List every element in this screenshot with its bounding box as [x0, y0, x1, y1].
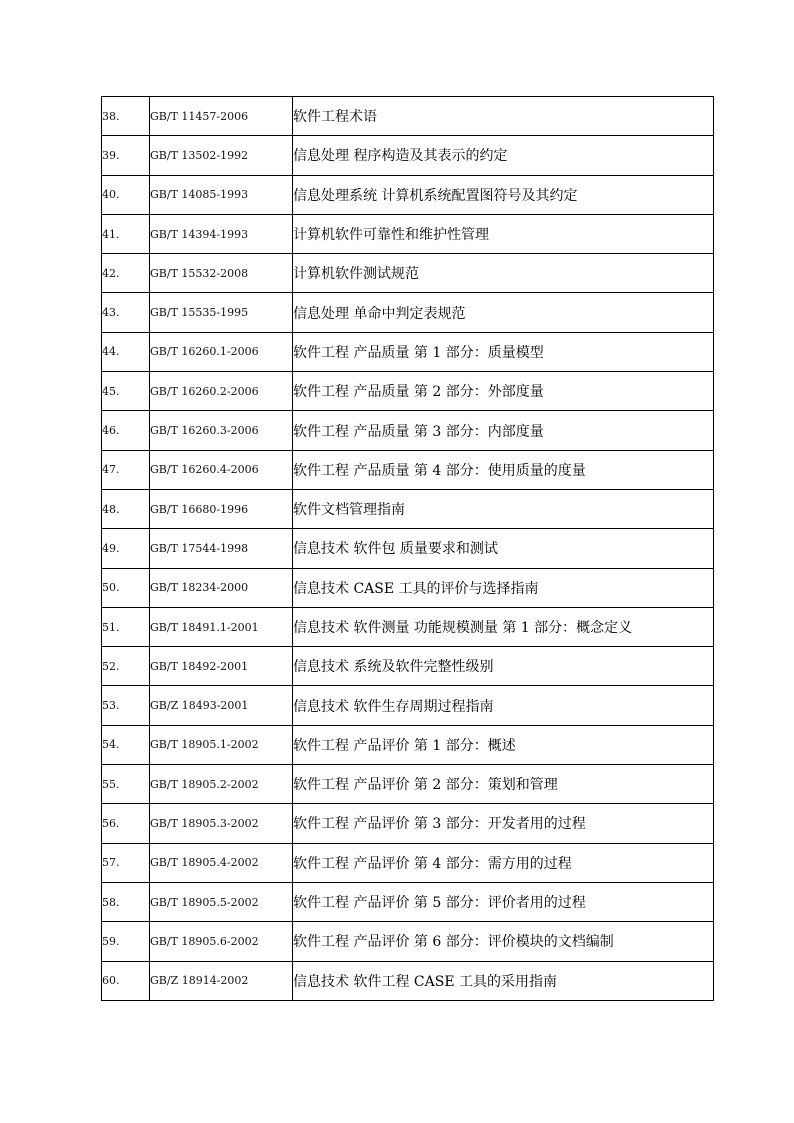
standard-code: GB/T 18491.1-2001 [150, 607, 293, 646]
standard-title: 计算机软件可靠性和维护性管理 [293, 214, 714, 253]
table-row [102, 489, 714, 528]
row-number: 58. [102, 882, 150, 921]
table-row [102, 175, 714, 214]
standard-code: GB/T 18905.4-2002 [150, 843, 293, 882]
row-number: 54. [102, 725, 150, 764]
standard-title: 信息技术 软件测量 功能规模测量 第 1 部分：概念定义 [293, 607, 714, 646]
row-number: 48. [102, 489, 150, 528]
standard-code: GB/T 14394-1993 [150, 214, 293, 253]
standard-title: 软件文档管理指南 [293, 489, 714, 528]
standard-title: 软件工程术语 [293, 97, 714, 136]
table-row [102, 725, 714, 764]
standard-title: 计算机软件测试规范 [293, 254, 714, 293]
row-number: 56. [102, 804, 150, 843]
standard-title: 信息技术 软件包 质量要求和测试 [293, 529, 714, 568]
standard-title: 信息技术 CASE 工具的评价与选择指南 [293, 568, 714, 607]
table-row [102, 804, 714, 843]
standard-code: GB/T 15535-1995 [150, 293, 293, 332]
row-number: 41. [102, 214, 150, 253]
table-row [102, 450, 714, 489]
row-number: 57. [102, 843, 150, 882]
standard-title: 软件工程 产品评价 第 2 部分：策划和管理 [293, 765, 714, 804]
standard-code: GB/T 18905.5-2002 [150, 882, 293, 921]
table-row [102, 647, 714, 686]
standard-code: GB/T 17544-1998 [150, 529, 293, 568]
row-number: 42. [102, 254, 150, 293]
standard-title: 信息技术 软件生存周期过程指南 [293, 686, 714, 725]
row-number: 60. [102, 961, 150, 1000]
table-row [102, 843, 714, 882]
standard-title: 信息处理系统 计算机系统配置图符号及其约定 [293, 175, 714, 214]
standard-code: GB/T 16260.3-2006 [150, 411, 293, 450]
table-row [102, 568, 714, 607]
standard-title: 软件工程 产品评价 第 4 部分：需方用的过程 [293, 843, 714, 882]
table-row [102, 136, 714, 175]
row-number: 55. [102, 765, 150, 804]
standard-title: 信息技术 软件工程 CASE 工具的采用指南 [293, 961, 714, 1000]
row-number: 50. [102, 568, 150, 607]
row-number: 39. [102, 136, 150, 175]
table-row [102, 607, 714, 646]
standard-code: GB/T 18234-2000 [150, 568, 293, 607]
standards-table [101, 96, 714, 1001]
standard-code: GB/T 18905.6-2002 [150, 922, 293, 961]
row-number: 44. [102, 332, 150, 371]
standard-title: 信息处理 程序构造及其表示的约定 [293, 136, 714, 175]
table-row [102, 332, 714, 371]
standard-title: 信息处理 单命中判定表规范 [293, 293, 714, 332]
standards-table-body [102, 97, 714, 1001]
standard-title: 软件工程 产品质量 第 3 部分：内部度量 [293, 411, 714, 450]
standard-code: GB/T 14085-1993 [150, 175, 293, 214]
standard-code: GB/Z 18493-2001 [150, 686, 293, 725]
table-row [102, 97, 714, 136]
table-row [102, 882, 714, 921]
standard-code: GB/T 18905.2-2002 [150, 765, 293, 804]
standard-code: GB/T 16680-1996 [150, 489, 293, 528]
table-row [102, 961, 714, 1000]
standard-title: 软件工程 产品评价 第 6 部分：评价模块的文档编制 [293, 922, 714, 961]
row-number: 52. [102, 647, 150, 686]
row-number: 59. [102, 922, 150, 961]
table-row [102, 254, 714, 293]
standard-code: GB/T 16260.4-2006 [150, 450, 293, 489]
standard-title: 软件工程 产品质量 第 2 部分：外部度量 [293, 372, 714, 411]
standard-code: GB/T 16260.2-2006 [150, 372, 293, 411]
standard-code: GB/T 16260.1-2006 [150, 332, 293, 371]
standard-title: 软件工程 产品质量 第 1 部分：质量模型 [293, 332, 714, 371]
table-row [102, 529, 714, 568]
standard-title: 软件工程 产品评价 第 5 部分：评价者用的过程 [293, 882, 714, 921]
standard-code: GB/T 18905.1-2002 [150, 725, 293, 764]
standard-code: GB/T 11457-2006 [150, 97, 293, 136]
table-row [102, 922, 714, 961]
standard-code: GB/T 18905.3-2002 [150, 804, 293, 843]
table-row [102, 765, 714, 804]
standard-title: 软件工程 产品评价 第 3 部分：开发者用的过程 [293, 804, 714, 843]
row-number: 43. [102, 293, 150, 332]
table-row [102, 293, 714, 332]
row-number: 51. [102, 607, 150, 646]
row-number: 47. [102, 450, 150, 489]
standard-code: GB/T 13502-1992 [150, 136, 293, 175]
standard-title: 软件工程 产品评价 第 1 部分：概述 [293, 725, 714, 764]
table-row [102, 686, 714, 725]
row-number: 53. [102, 686, 150, 725]
table-row [102, 214, 714, 253]
row-number: 40. [102, 175, 150, 214]
standard-title: 软件工程 产品质量 第 4 部分：使用质量的度量 [293, 450, 714, 489]
row-number: 46. [102, 411, 150, 450]
standard-code: GB/T 15532-2008 [150, 254, 293, 293]
standard-title: 信息技术 系统及软件完整性级别 [293, 647, 714, 686]
standard-code: GB/Z 18914-2002 [150, 961, 293, 1000]
row-number: 49. [102, 529, 150, 568]
row-number: 38. [102, 97, 150, 136]
table-row [102, 372, 714, 411]
standard-code: GB/T 18492-2001 [150, 647, 293, 686]
table-row [102, 411, 714, 450]
row-number: 45. [102, 372, 150, 411]
